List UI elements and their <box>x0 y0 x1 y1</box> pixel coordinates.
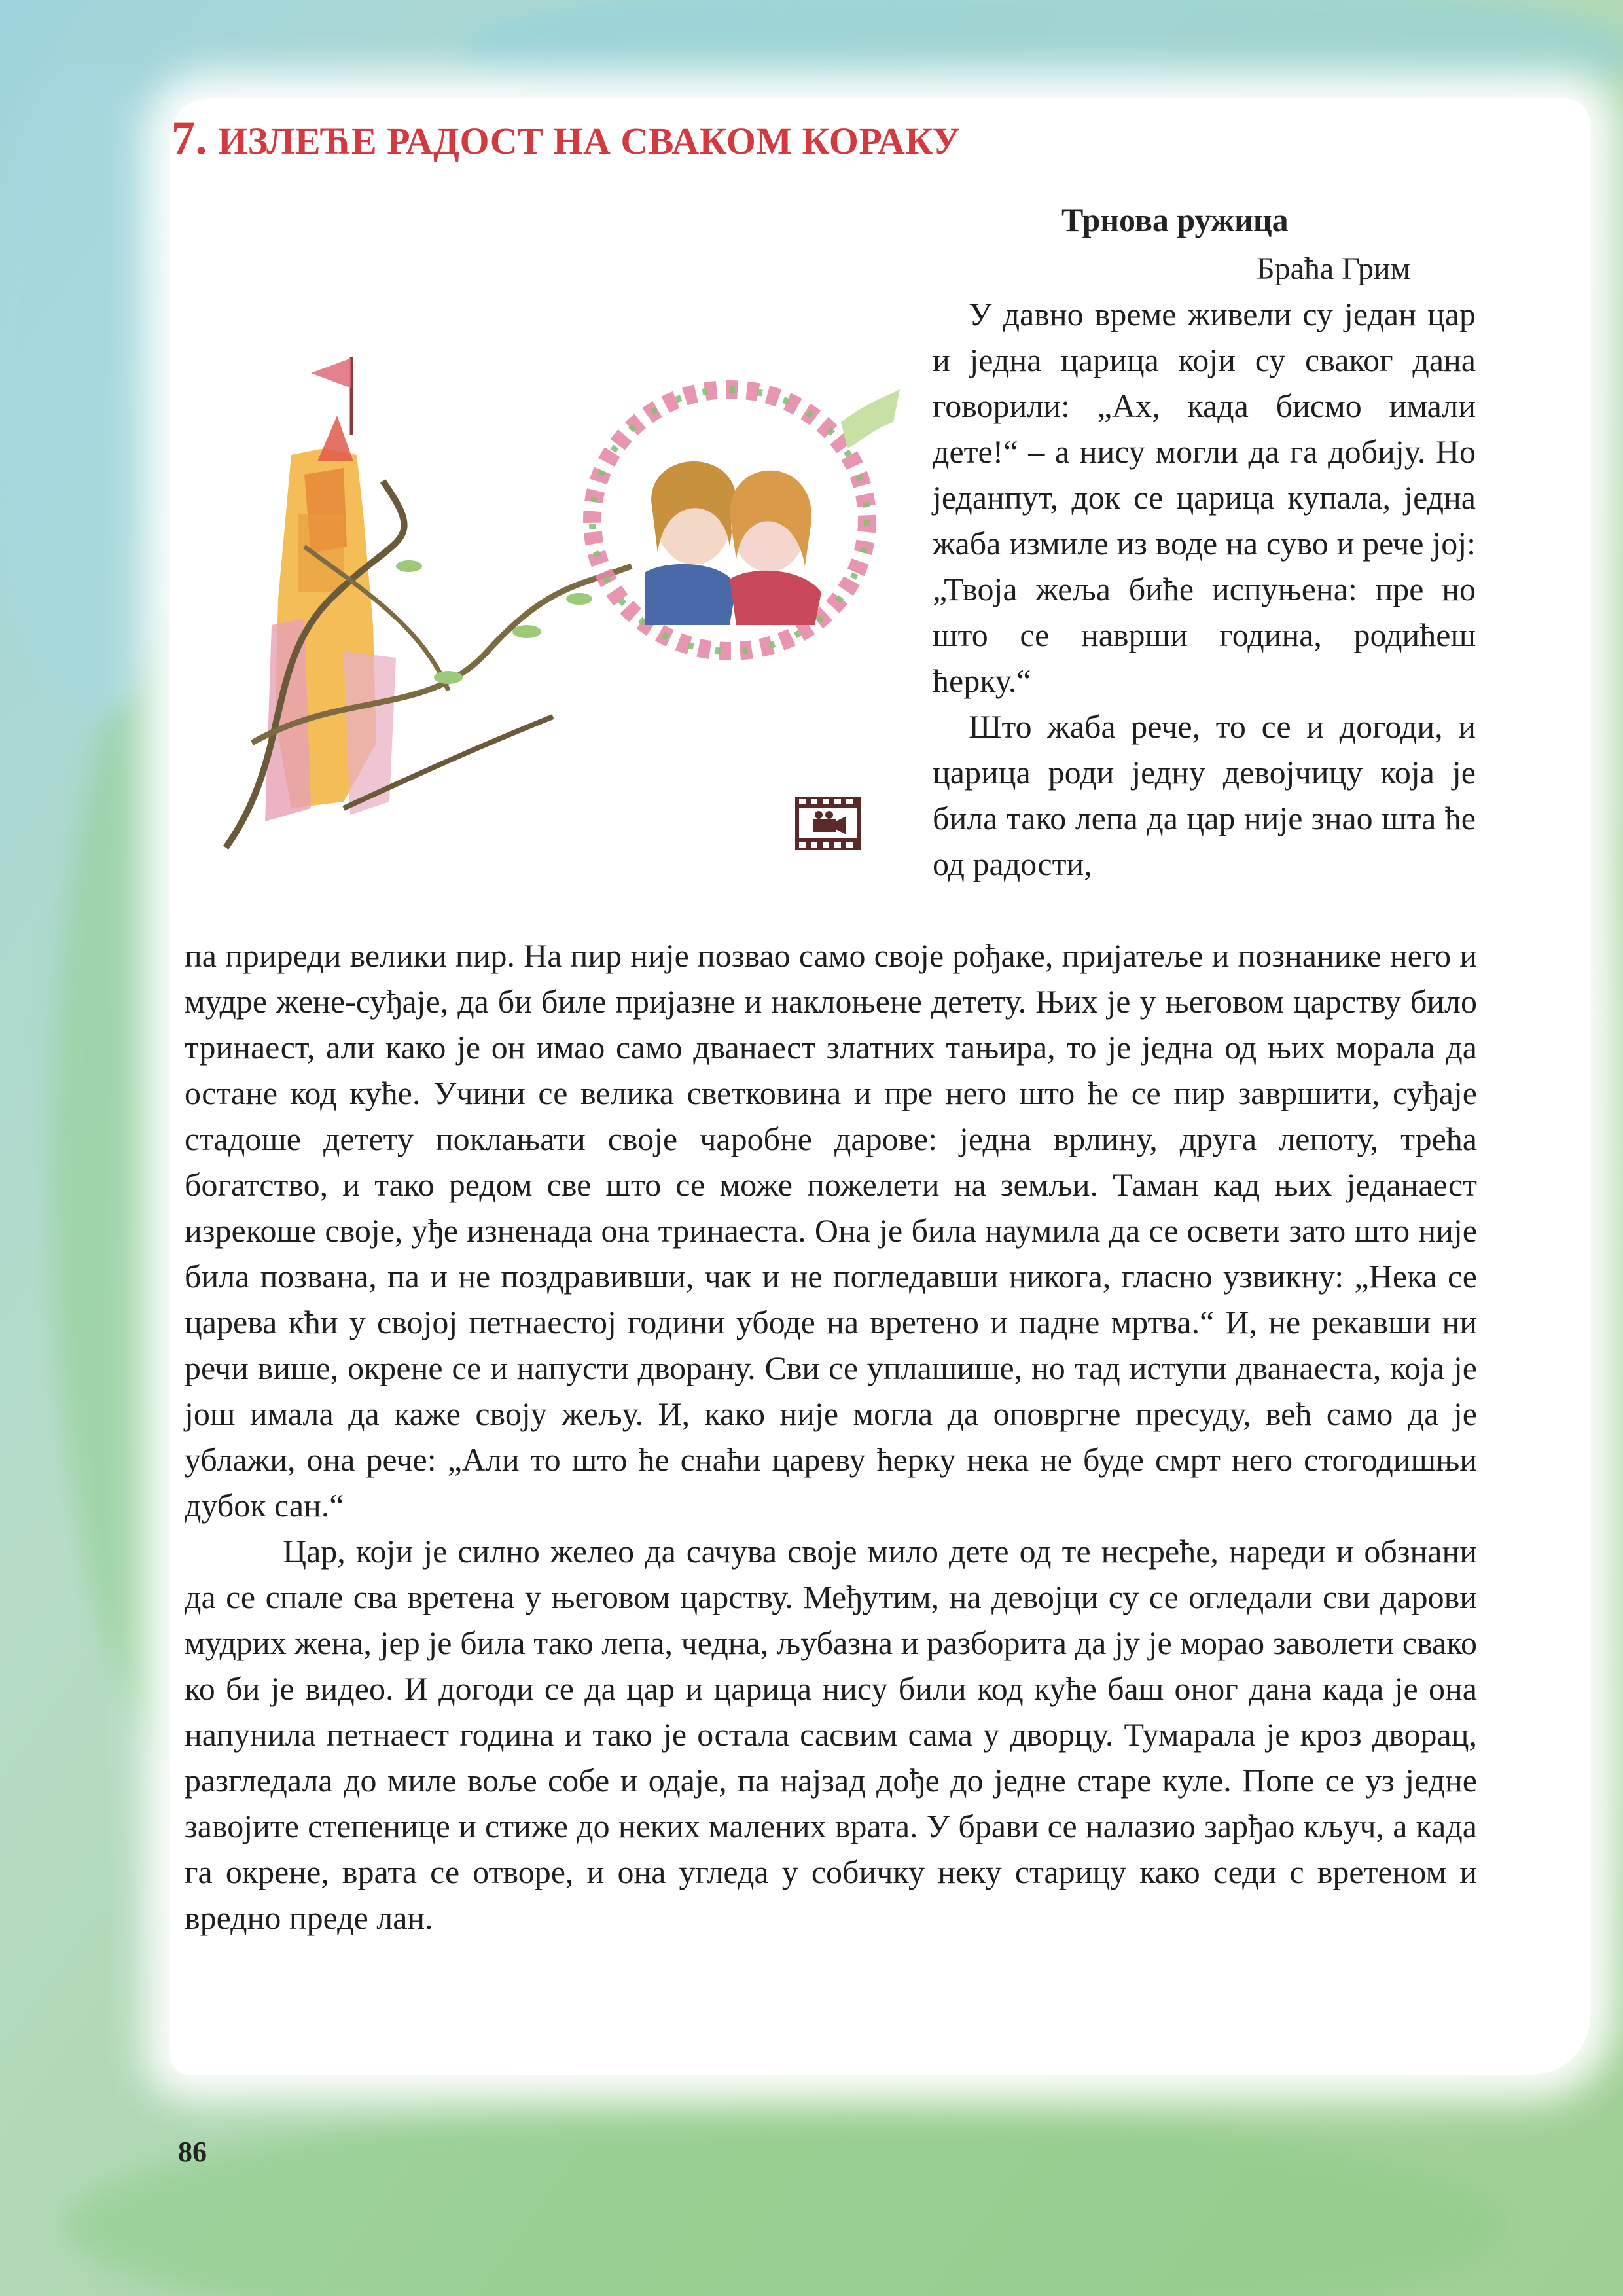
page-number: 86 <box>178 2136 207 2168</box>
chapter-title: ИЗЛЕЋЕ РАДОСТ НА СВАКОМ КОРАКУ <box>218 120 961 162</box>
story-author: Браћа Грим <box>1257 251 1410 286</box>
paragraph: Цар, који је силно желео да сачува своје мило дете од те несреће, нареди и обзнани да се спале сва вретена у његовом царству. Међутим, на девојци су се огледали сви дарови мудрих жена, јер је била тако лепа, чедна, љубазна и разборита да ју је морао заволети свако ко би је видео. И догоди се да цар и царица нису били код куће баш оног дана када је она напунила петнаест година и тако је остала сасвим сама у дворцу. Тумарала је кроз дворац, разгледала до миле воље собе и одаје, па најзад дође до једне старе куле. Попе се уз једне завојите степенице и стиже до неких малених врата. У брави се налазио зарђао кључ, а када га окрене, врата се отворе, и она угледа у собичку неку старицу како седи с вретеном и вредно преде лан. <box>185 1533 1477 1936</box>
castle-thorns-couple-illustration <box>213 350 906 867</box>
film-camera-icon[interactable] <box>794 795 862 852</box>
chapter-heading <box>171 111 961 166</box>
story-text-column <box>933 291 1476 887</box>
paragraph: Што жаба рече, то се и догоди, и царица роди једну девојчицу која је била тако лепа да цар није знао шта ће од радости, <box>933 708 1476 882</box>
story-title: Трнова ружица <box>1061 202 1289 238</box>
paragraph: па приреди велики пир. На пир није позвао само своје рођаке, пријатеље и познанике него и мудре жене-суђаје, да би биле пријазне и наклоњене детету. Њих је у његовом царству било тринаест, али како је он имао само дванаест златних тањира, то је једна од њих морала да остане код куће. Учини се велика светковина и пре него што ће се пир завршити, суђаје стадоше детету поклањати своје чаробне дарове: једна врлину, друга лепоту, трећа богатство, и тако редом све што се може пожелети на земљи. Таман кад њих једанаест изрекоше своје, уђе изненада она тринаеста. Она је била наумила да се освети зато што није била позвана, па и не поздравивши, чак и не погледавши никога, гласно узвикну: „Нека се царева кћи у својој петнаестој години убоде на вретено и падне мртва.“ И, не рекавши ни речи више, окрене се и напусти дворану. Сви се уплашише, но тад иступи дванаеста, која је још имала да каже своју жељу. И, како није могла да оповргне пресуду, већ само да је ублажи, она рече: „Али то што ће снаћи цареву ћерку нека не буде смрт него стогодишњи дубок сан.“ <box>185 937 1477 1524</box>
story-text-full <box>185 933 1477 1941</box>
chapter-number: 7. <box>171 112 207 164</box>
paragraph: У давно време живели су један цар и једна царица који су сваког дана говорили: „Ах, када бисмо имали дете!“ – а нису могли да га добију. Но једанпут, док се царица купала, једна жаба измиле из воде на суво и рече јој: „Твоја жеља биће испуњена: пре но што се наврши година, родићеш ћерку.“ <box>933 296 1476 699</box>
